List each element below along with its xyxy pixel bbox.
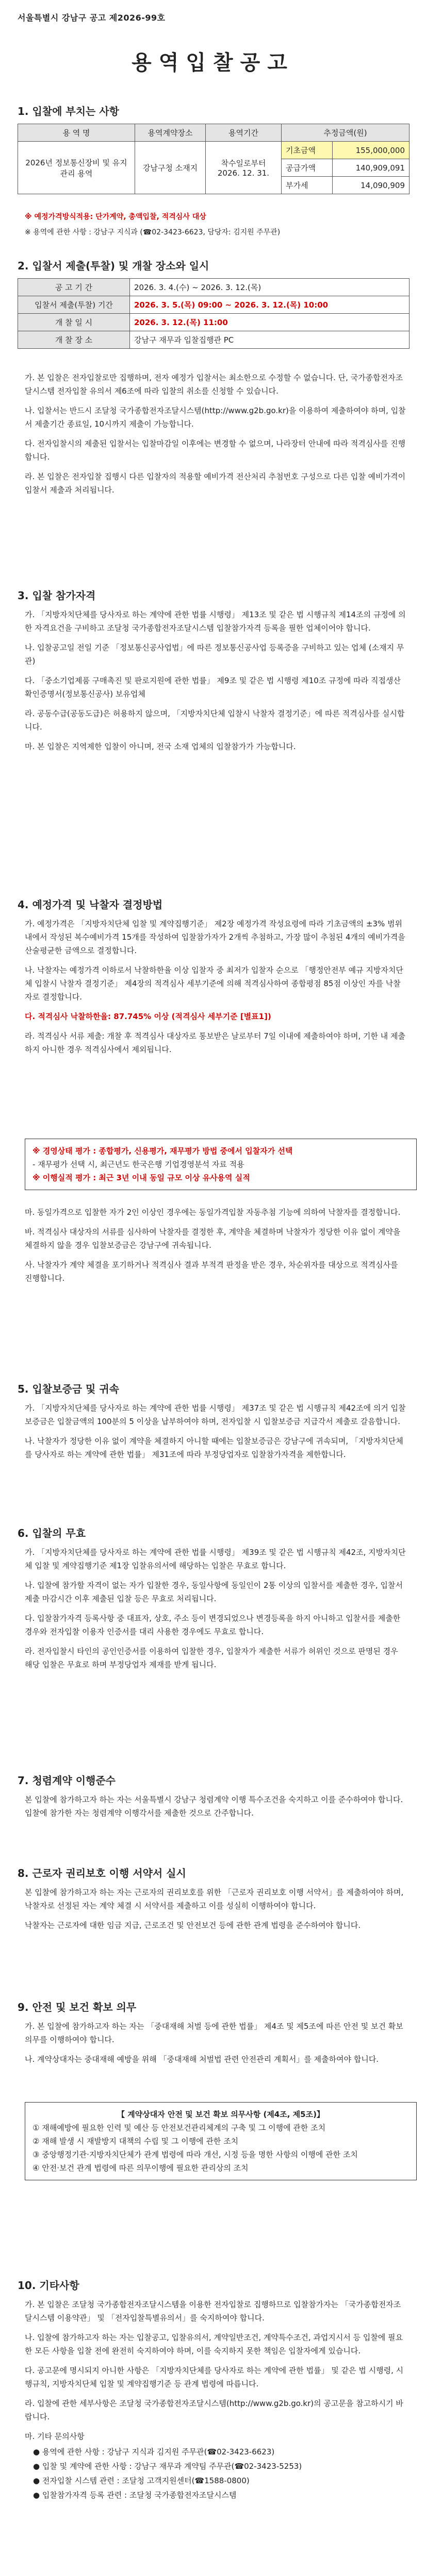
paragraph: 나. 입찰에 참가하고자 하는 자는 입찰공고, 입찰유의서, 계약일반조건, 계약특수조건, 과업지시서 등 입찰에 필요한 모든 사항을 입찰 전에 완전히 숙지하여야 하며, 이를 숙지하지 못한 책임은 입찰자에게 있습니다.	[25, 2333, 403, 2355]
section-3-heading: 3. 입찰 참가자격	[18, 589, 96, 602]
schedule-label: 개 찰 일 시	[18, 314, 130, 331]
paragraph: 나. 낙찰자가 정당한 이유 없이 계약을 체결하지 아니할 때에는 입찰보증금은 강남구에 귀속되며, 「지방자치단체를 당사자로 하는 계약에 관한 법률」 제31조에 따라 부정당업자로 입찰참가자격을 제한합니다.	[25, 1436, 403, 1459]
section-1-note-2: ※ 용역에 관한 사항 : 강남구 지식과 (☎02-3423-6623, 담당자: 김지원 주무관)	[25, 228, 281, 236]
paragraph: 사. 낙찰자가 계약 체결을 포기하거나 적격심사 결과 부적격 판정을 받은 경우, 차순위자를 대상으로 적격심사를 진행합니다.	[25, 1260, 398, 1283]
box-item: ② 재해 발생 시 재발방지 대책의 수립 및 그 이행에 관한 조치	[32, 2137, 239, 2146]
paragraph: 바. 적격심사 대상자의 서류를 심사하여 낙찰자를 결정한 후, 계약을 체결하며 낙찰자가 정당한 이유 없이 계약을 체결하지 않을 경우 입찰보증금은 강남구에 귀속됩니다.	[25, 1227, 401, 1250]
section-6-body	[25, 1546, 406, 1677]
paragraph: 라. 입찰에 관한 세부사항은 조달청 국가종합전자조달시스템(http://www.g2b.go.kr)의 공고문을 참고하시기 바랍니다.	[25, 2399, 403, 2421]
section-9-heading: 9. 안전 및 보건 확보 의무	[18, 2001, 137, 2013]
section-4-body	[25, 917, 406, 1062]
section-5-body	[25, 1401, 406, 1467]
amount-supply: 140,909,091	[333, 159, 409, 177]
box-line: ※ 이행실적 평가 : 최근 3년 이내 동일 규모 이상 유사용역 실적	[32, 1173, 250, 1182]
paragraph: 낙찰자는 근로자에 대한 임금 지급, 근로조건 및 안전보건 등에 관한 관계 법령을 준수하여야 합니다.	[25, 1921, 361, 1930]
paragraph: 라. 본 입찰은 전자입찰 집행시 다른 입찰자의 적용할 예비가격 전산처리 추첨번호 구성으로 다른 입찰 예비가격이 입찰서 제출과 처리됩니다.	[25, 472, 406, 495]
section-7-body	[25, 1793, 406, 1826]
section-5-heading: 5. 입찰보증금 및 귀속	[18, 1383, 119, 1395]
section-1-heading: 1. 입찰에 부치는 사항	[18, 105, 119, 117]
schedule-label: 개 찰 장 소	[18, 331, 130, 349]
schedule-value: 강남구 재무과 입찰집행관 PC	[130, 331, 409, 349]
section-9-body	[25, 2020, 406, 2072]
paragraph: 나. 입찰에 참가할 자격이 없는 자가 입찰한 경우, 동일사항에 동일인이 2통 이상의 입찰서를 제출한 경우, 입찰서 제출 마감시간 이후 제출된 입찰 등은 무효로 처리됩니다.	[25, 1581, 403, 1603]
schedule-table	[18, 278, 409, 349]
amount-supply-label: 공급가액	[282, 159, 333, 177]
paragraph: 나. 입찰서는 반드시 조달청 국가종합전자조달시스템(http://www.g2b.go.kr)을 이용하여 제출하여야 하며, 입찰서 제출기간 종료일, 10시까지 제출이 가능합니다.	[25, 406, 406, 429]
paragraph: 가. 본 입찰에 참가하고자 하는 자는 「중대재해 처벌 등에 관한 법률」 제4조 및 제5조에 따른 안전 및 보건 확보 의무를 이행하여야 합니다.	[25, 2022, 403, 2044]
paragraph: 본 입찰에 참가하고자 하는 자는 근로자의 권리보호를 위한 「근로자 권리보호 이행 서약서」를 제출하여야 하며, 낙찰자로 선정된 자는 계약 체결 시 서약서를 제출하고 이를 성실히 이행하여야 합니다.	[25, 1888, 404, 1910]
col-service-name: 용 역 명	[18, 124, 135, 142]
section-7-heading: 7. 청렴계약 이행준수	[18, 1774, 116, 1787]
paragraph: 마. 동일가격으로 입찰한 자가 2인 이상인 경우에는 동일가격입찰 자동추첨 기능에 의하여 낙찰자를 결정합니다.	[25, 1208, 401, 1217]
section-10-heading: 10. 기타사항	[18, 2279, 79, 2292]
service-name: 2026년 정보통신장비 및 유지관리 용역	[18, 142, 135, 194]
paragraph: 다. 적격심사 낙찰하한율: 87.745% 이상 (적격심사 세부기준 [별표1])	[25, 1012, 271, 1021]
section-3-body	[25, 608, 406, 759]
section-4-heading: 4. 예정가격 및 낙찰자 결정방법	[18, 899, 163, 911]
box-item: ③ 중앙행정기관·지방자치단체가 관계 법령에 따라 개선, 시정 등을 명한 사항의 이행에 관한 조치	[32, 2150, 358, 2159]
safety-duty-box	[25, 2102, 417, 2180]
section-8-body	[25, 1886, 406, 1938]
paragraph: 나. 낙찰자는 예정가격 이하로서 낙찰하한율 이상 입찰자 중 최저가 입찰자 순으로 「행정안전부 예규 지방자치단체 입찰시 낙찰자 결정기준」 제4장의 적격심사 세부기준에 의해 적격심사하여 종합평점 85점 이상인 자를 낙찰자로 결정합니다.	[25, 965, 403, 1002]
paragraph: 가. 본 입찰은 조달청 국가종합전자조달시스템을 이용한 전자입찰로 집행하므로 입찰참가자는 「국가종합전자조달시스템 이용약관」 및 「전자입찰특별유의서」를 숙지하여야 합니다.	[25, 2300, 401, 2323]
box-line: ※ 경영상태 평가 : 종합평가, 신용평가, 재무평가 방법 중에서 입찰자가 선택	[32, 1146, 293, 1156]
paragraph: 나. 입찰공고일 전일 기준 「정보통신공사업법」에 따른 정보통신공사업 등록증을 구비하고 있는 업체 (소재지 무관)	[25, 643, 404, 666]
col-place: 용역계약장소	[135, 124, 206, 142]
section-2-heading: 2. 입찰서 제출(투찰) 및 개찰 장소와 일시	[18, 260, 209, 272]
paragraph: 가. 본 입찰은 전자입찰로만 집행하며, 전자 예정가 입찰서는 최소한으로 수정할 수 없습니다. 단, 국가종합전자조달시스템 전자입찰 유의서 제6조에 따라 입찰의 취소를 신청할 수 있습니다.	[25, 373, 403, 396]
contact-item: ● 용역에 관한 사항 : 강남구 지식과 김지원 주무관(☎02-3423-6623)	[33, 2447, 275, 2456]
schedule-value: 2026. 3. 4.(수) ~ 2026. 3. 12.(목)	[130, 279, 409, 296]
schedule-label: 공 고 기 간	[18, 279, 130, 296]
section-2-body	[25, 371, 406, 503]
notice-number: 서울특별시 강남구 공고 제2026-99호	[18, 13, 166, 23]
paragraph: 다. 전자입찰시의 제출된 입찰서는 입찰마감일 이후에는 변경할 수 없으며, 나라장터 안내에 따라 적격심사를 진행합니다.	[25, 439, 406, 462]
box-item: ④ 안전·보건 관계 법령에 따른 의무이행에 필요한 관리상의 조치	[32, 2163, 249, 2173]
amount-total-label: 기초금액	[282, 142, 333, 159]
section-1-note-1: ※ 예정가격방식적용: 단가계약, 총액입찰, 적격심사 대상	[25, 213, 206, 221]
contact-item: ● 전자입찰 시스템 관련 : 조달청 고객지원센터(☎1588-0800)	[33, 2476, 250, 2485]
service-period: 착수일로부터 2026. 12. 31.	[206, 142, 282, 194]
amount-total: 155,000,000	[333, 142, 409, 159]
section-6-heading: 6. 입찰의 무효	[18, 1527, 86, 1539]
paragraph: 나. 계약상대자는 중대재해 예방을 위해 「중대재해 처벌법 관련 안전관리 계획서」를 제출하여야 합니다.	[25, 2055, 379, 2064]
paragraph: 가. 예정가격은 「지방자치단체 입찰 및 계약집행기준」 제2장 예정가격 작성요령에 따라 기초금액의 ±3% 범위 내에서 작성된 복수예비가격 15개를 작성하여 입찰참가자가 2개씩 추첨하고, 가장 많이 추첨된 4개의 예비가격을 산술평균한 금액으로 결정합니다.	[25, 919, 405, 955]
service-table	[18, 124, 409, 194]
box-title: 【 계약상대자 안전 및 보건 확보 의무사항 (제4조, 제5조)】	[117, 2110, 324, 2119]
contact-item: ● 입찰 및 계약에 관한 사항 : 강남구 재무과 계약팀 주무관(☎02-3423-5253)	[33, 2462, 302, 2471]
col-amount: 추정금액(원)	[282, 124, 409, 142]
section-4-body-2	[25, 1206, 406, 1291]
schedule-value: 2026. 3. 12.(목) 11:00	[130, 314, 409, 331]
contact-title: 마. 기타 문의사항	[25, 2432, 85, 2441]
paragraph: 라. 공동수급(공동도급)은 허용하지 않으며, 「지방자치단체 입찰시 낙찰자 결정기준」에 따른 적격심사를 실시합니다.	[25, 709, 405, 732]
paragraph: 라. 전자입찰시 타인의 공인인증서를 이용하여 입찰한 경우, 입찰자가 제출한 서류가 허위인 것으로 판명된 경우 해당 입찰은 무효로 하며 부정당업자 제재를 받게 됩니다.	[25, 1647, 398, 1669]
box-line: - 재무평가 선택 시, 최근년도 한국은행 기업경영분석 자료 적용	[32, 1160, 244, 1169]
paragraph: 마. 본 입찰은 지역제한 입찰이 아니며, 전국 소재 업체의 입찰참가가 가능합니다.	[25, 742, 296, 751]
paragraph: 다. 「중소기업제품 구매촉진 및 판로지원에 관한 법률」 제9조 및 같은 법 시행령 제10조 규정에 따라 직접생산확인증명서(정보통신공사) 보유업체	[25, 676, 401, 699]
paragraph: 본 입찰에 참가하고자 하는 자는 서울특별시 강남구 청렴계약 이행 특수조건을 숙지하고 이를 준수하여야 합니다. 입찰에 참가한 자는 청렴계약 이행각서를 제출한 것으로 간주합니다.	[25, 1795, 403, 1818]
page-title: 용역입찰공고	[132, 51, 294, 75]
col-period: 용역기간	[206, 124, 282, 142]
paragraph: 가. 「지방자치단체를 당사자로 하는 계약에 관한 법률 시행령」 제13조 및 같은 법 시행규칙 제14조의 규정에 의한 자격요건을 구비하고 조달청 국가종합전자조달시스템 입찰참가자격 등록을 필한 업체이어야 합니다.	[25, 610, 406, 633]
paragraph: 다. 공고문에 명시되지 아니한 사항은 「지방자치단체를 당사자로 하는 계약에 관한 법률」 및 같은 법 시행령, 시행규칙, 지방자치단체 입찰 및 계약집행기준 등 관계 법령에 따릅니다.	[25, 2366, 404, 2388]
amount-vat-label: 부가세	[282, 177, 333, 194]
section-8-heading: 8. 근로자 권리보호 이행 서약서 실시	[18, 1867, 186, 1879]
schedule-label: 입찰서 제출(투찰) 기간	[18, 296, 130, 314]
paragraph: 가. 「지방자치단체를 당사자로 하는 계약에 관한 법률 시행령」 제37조 및 같은 법 시행규칙 제42조에 의거 입찰보증금은 입찰금액의 100분의 5 이상을 납부하여야 하며, 전자입찰 시 입찰보증금 지급각서 제출로 갈음합니다.	[25, 1403, 406, 1426]
paragraph: 가. 「지방자치단체를 당사자로 하는 계약에 관한 법률 시행령」 제39조 및 같은 법 시행규칙 제42조, 지방자치단체 입찰 및 계약집행기준 제1장 입찰유의서에 해당하는 입찰은 무효로 합니다.	[25, 1548, 406, 1570]
evaluation-note-box	[25, 1139, 417, 1190]
section-10-body	[25, 2298, 406, 2503]
box-item: ① 재해예방에 필요한 인력 및 예산 등 안전보건관리체계의 구축 및 그 이행에 관한 조치	[32, 2123, 326, 2132]
amount-vat: 14,090,909	[333, 177, 409, 194]
paragraph: 라. 적격심사 서류 제출: 개찰 후 적격심사 대상자로 통보받은 날로부터 7일 이내에 제출하여야 하며, 기한 내 제출하지 아니한 경우 적격심사에서 제외됩니다.	[25, 1031, 405, 1054]
contact-item: ● 입찰참가자격 등록 관련 : 조달청 국가종합전자조달시스템	[33, 2490, 237, 2500]
paragraph: 다. 입찰참가자격 등록사항 중 대표자, 상호, 주소 등이 변경되었으나 변경등록을 하지 아니하고 입찰서를 제출한 경우와 전자입찰 이용자 인증서를 대리 사용한 경우에도 무효로 합니다.	[25, 1614, 401, 1636]
service-place: 강남구청 소재지	[135, 142, 206, 194]
schedule-value: 2026. 3. 5.(목) 09:00 ~ 2026. 3. 12.(목) 10:00	[130, 296, 409, 314]
